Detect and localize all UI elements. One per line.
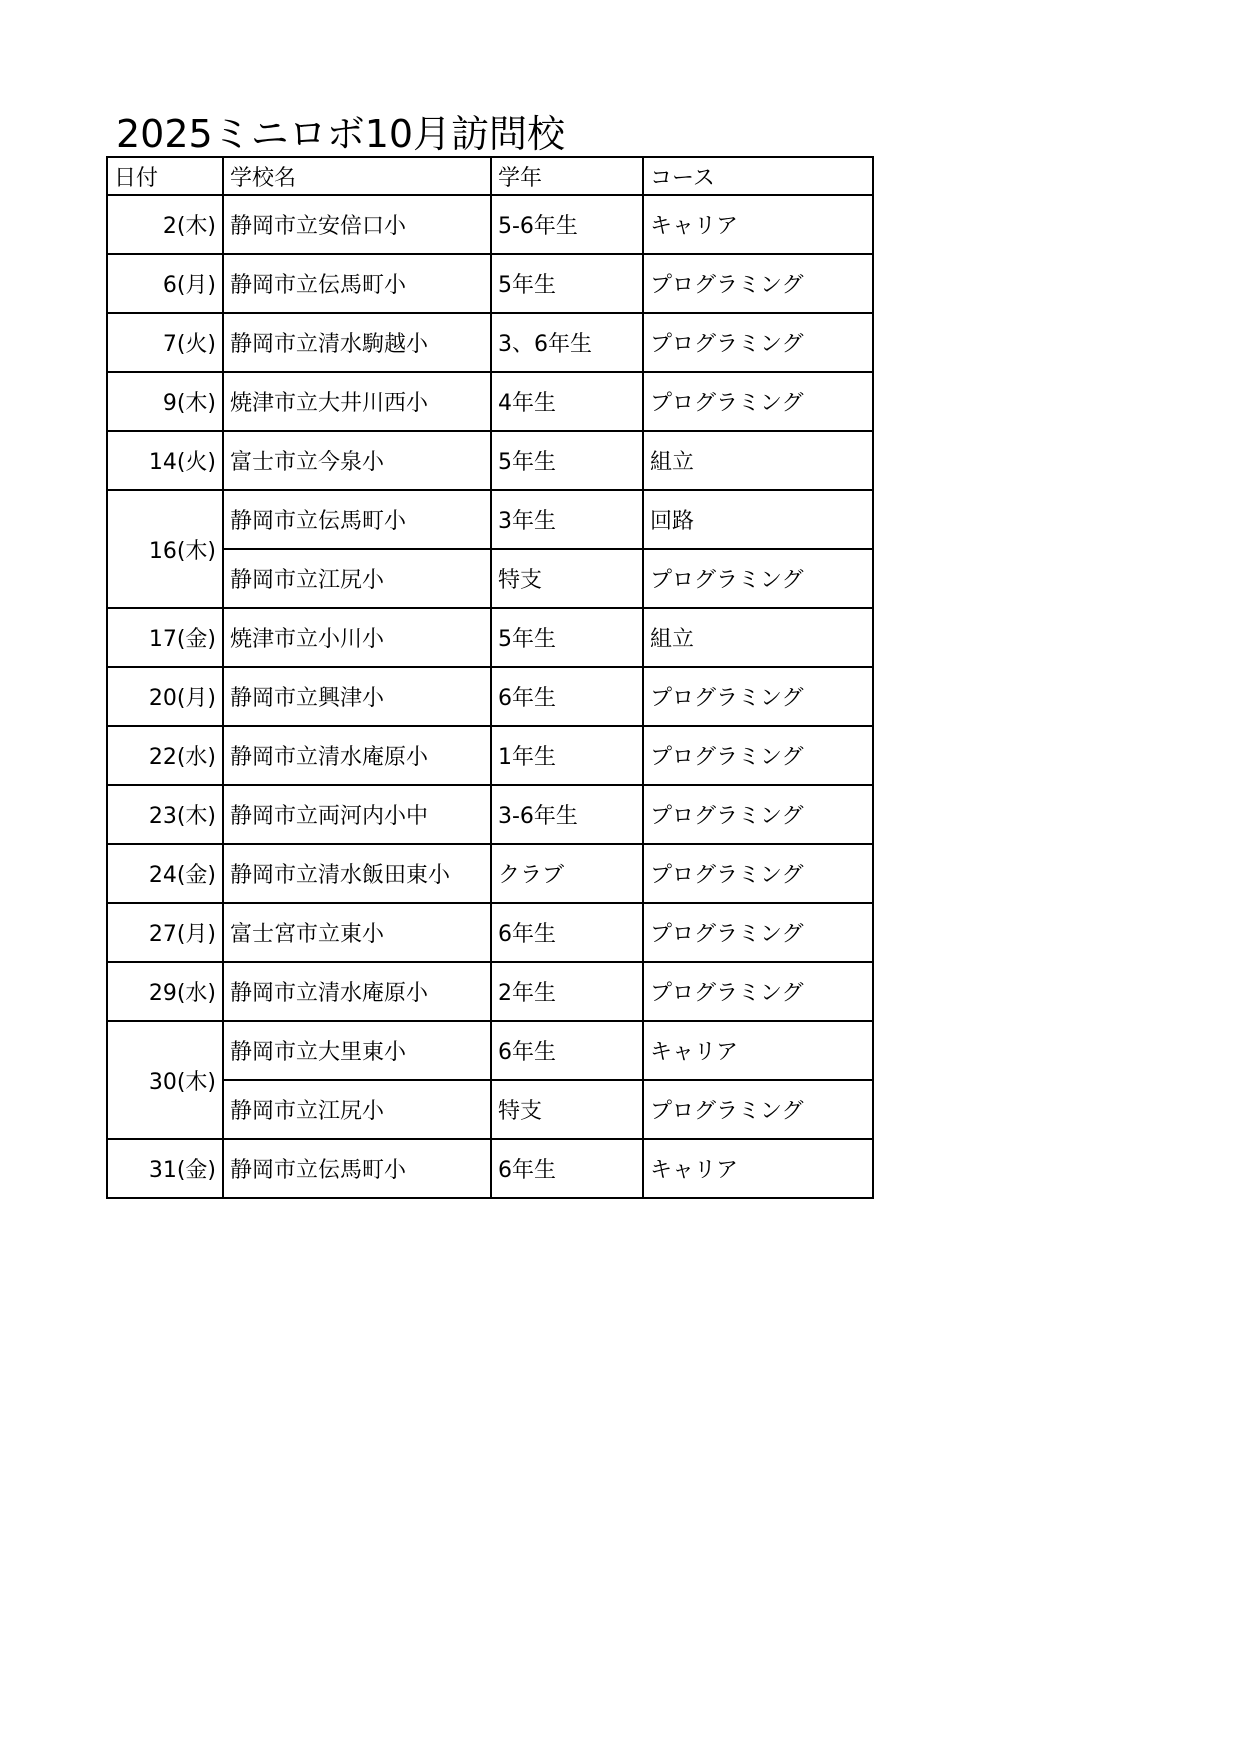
- cell-school: 静岡市立伝馬町小: [223, 1139, 491, 1198]
- cell-course: プログラミング: [643, 667, 873, 726]
- header-grade: 学年: [491, 157, 643, 195]
- cell-school: 静岡市立清水庵原小: [223, 962, 491, 1021]
- header-school: 学校名: [223, 157, 491, 195]
- cell-course: 組立: [643, 431, 873, 490]
- cell-school: 静岡市立清水飯田東小: [223, 844, 491, 903]
- cell-school: 静岡市立安倍口小: [223, 195, 491, 254]
- cell-grade: 5-6年生: [491, 195, 643, 254]
- cell-grade: 3-6年生: [491, 785, 643, 844]
- cell-course: プログラミング: [643, 962, 873, 1021]
- cell-school: 富士宮市立東小: [223, 903, 491, 962]
- table-row: [107, 1021, 873, 1080]
- cell-course: キャリア: [643, 1139, 873, 1198]
- cell-school: 静岡市立清水庵原小: [223, 726, 491, 785]
- table-row: [107, 254, 873, 313]
- cell-grade: 4年生: [491, 372, 643, 431]
- cell-school: 静岡市立両河内小中: [223, 785, 491, 844]
- header-date: 日付: [107, 157, 223, 195]
- cell-date: 2(木): [107, 195, 223, 254]
- cell-grade: クラブ: [491, 844, 643, 903]
- table-row: [107, 195, 873, 254]
- cell-grade: 特支: [491, 549, 643, 608]
- cell-date: 7(火): [107, 313, 223, 372]
- cell-grade: 2年生: [491, 962, 643, 1021]
- cell-date: 22(水): [107, 726, 223, 785]
- table-body: [107, 195, 873, 1198]
- visit-schedule-table: [106, 156, 874, 1199]
- cell-course: プログラミング: [643, 785, 873, 844]
- table-row: [107, 726, 873, 785]
- table-row: [107, 785, 873, 844]
- table-row: [107, 431, 873, 490]
- cell-school: 静岡市立江尻小: [223, 549, 491, 608]
- cell-grade: 6年生: [491, 903, 643, 962]
- cell-school: 静岡市立江尻小: [223, 1080, 491, 1139]
- cell-course: プログラミング: [643, 313, 873, 372]
- cell-grade: 5年生: [491, 254, 643, 313]
- cell-course: キャリア: [643, 1021, 873, 1080]
- cell-date: 30(木): [107, 1021, 223, 1139]
- table-row: [107, 667, 873, 726]
- table-row: [107, 313, 873, 372]
- cell-grade: 6年生: [491, 1021, 643, 1080]
- cell-course: プログラミング: [643, 254, 873, 313]
- cell-grade: 特支: [491, 1080, 643, 1139]
- table-row: [107, 844, 873, 903]
- cell-grade: 3年生: [491, 490, 643, 549]
- cell-school: 静岡市立清水駒越小: [223, 313, 491, 372]
- cell-school: 静岡市立興津小: [223, 667, 491, 726]
- cell-date: 6(月): [107, 254, 223, 313]
- cell-course: プログラミング: [643, 726, 873, 785]
- table-row: [107, 372, 873, 431]
- cell-date: 14(火): [107, 431, 223, 490]
- table-row: [107, 962, 873, 1021]
- cell-grade: 6年生: [491, 1139, 643, 1198]
- cell-school: 静岡市立伝馬町小: [223, 490, 491, 549]
- cell-grade: 6年生: [491, 667, 643, 726]
- cell-school: 静岡市立伝馬町小: [223, 254, 491, 313]
- cell-date: 16(木): [107, 490, 223, 608]
- cell-date: 9(木): [107, 372, 223, 431]
- cell-grade: 5年生: [491, 431, 643, 490]
- cell-date: 27(月): [107, 903, 223, 962]
- cell-course: 回路: [643, 490, 873, 549]
- table-row: [107, 608, 873, 667]
- cell-grade: 1年生: [491, 726, 643, 785]
- cell-course: キャリア: [643, 195, 873, 254]
- cell-school: 静岡市立大里東小: [223, 1021, 491, 1080]
- page-title: 2025ミニロボ10月訪問校: [116, 112, 566, 156]
- cell-grade: 5年生: [491, 608, 643, 667]
- cell-date: 31(金): [107, 1139, 223, 1198]
- table-row: [107, 903, 873, 962]
- cell-date: 23(木): [107, 785, 223, 844]
- cell-course: プログラミング: [643, 903, 873, 962]
- cell-school: 焼津市立小川小: [223, 608, 491, 667]
- table-row: [107, 490, 873, 549]
- cell-date: 29(水): [107, 962, 223, 1021]
- cell-course: 組立: [643, 608, 873, 667]
- cell-course: プログラミング: [643, 549, 873, 608]
- cell-course: プログラミング: [643, 844, 873, 903]
- cell-date: 24(金): [107, 844, 223, 903]
- table-row: [107, 1139, 873, 1198]
- cell-date: 17(金): [107, 608, 223, 667]
- cell-grade: 3、6年生: [491, 313, 643, 372]
- cell-school: 富士市立今泉小: [223, 431, 491, 490]
- header-course: コース: [643, 157, 873, 195]
- table-header-row: [107, 157, 873, 195]
- cell-date: 20(月): [107, 667, 223, 726]
- cell-school: 焼津市立大井川西小: [223, 372, 491, 431]
- cell-course: プログラミング: [643, 1080, 873, 1139]
- cell-course: プログラミング: [643, 372, 873, 431]
